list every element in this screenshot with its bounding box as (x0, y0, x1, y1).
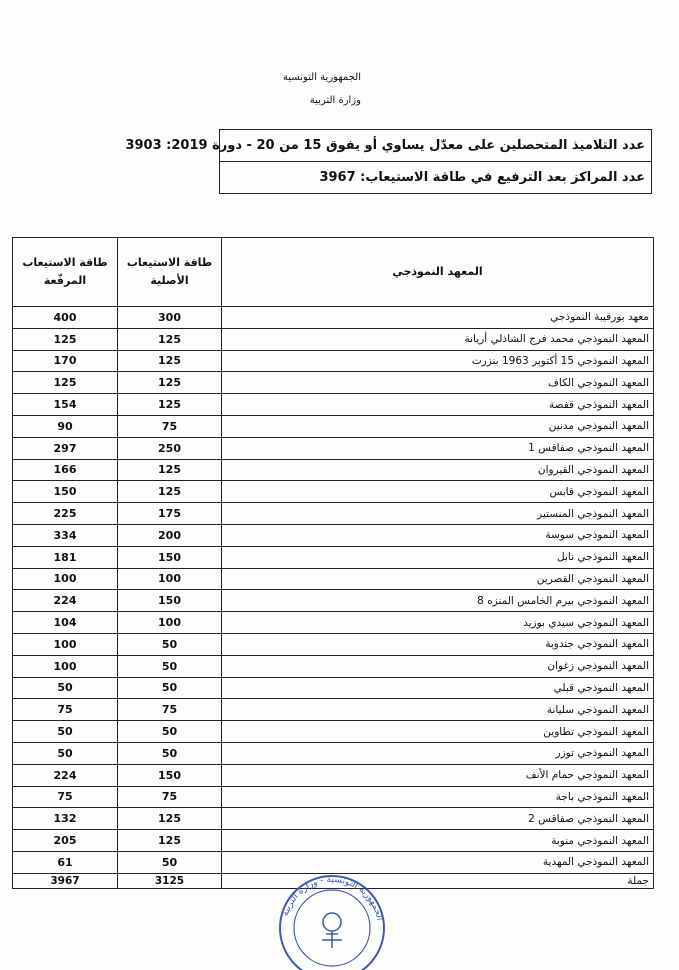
header-ministry: وزارة التربية (309, 95, 361, 106)
table-row (13, 459, 654, 481)
raised-capacity: 125 (13, 328, 118, 350)
raised-capacity: 400 (13, 307, 118, 329)
table-row (13, 786, 654, 808)
institute-name: المعهد النموذجي 15 أكتوبر 1963 بنزرت (222, 350, 654, 372)
total-raised: 3967 (13, 873, 118, 888)
raised-capacity: 75 (13, 786, 118, 808)
institute-name: المعهد النموذجي محمد فرج الشاذلي أريانة (222, 328, 654, 350)
institute-name: المعهد النموذجي زغوان (222, 655, 654, 677)
summary-places-count: عدد المراكز بعد الترفيع في طاقة الاستيعاب: 3967 (220, 161, 651, 193)
capacity-table (12, 237, 654, 889)
original-capacity: 50 (118, 851, 222, 873)
original-capacity: 250 (118, 437, 222, 459)
institute-name: المعهد النموذجي توزر (222, 742, 654, 764)
institute-name: المعهد النموذجي قابس (222, 481, 654, 503)
institute-name: المعهد النموذجي المهدية (222, 851, 654, 873)
table-row (13, 721, 654, 743)
total-original: 3125 (118, 873, 222, 888)
raised-capacity: 75 (13, 699, 118, 721)
institute-name: المعهد النموذجي المنستير (222, 503, 654, 525)
table-row (13, 633, 654, 655)
institute-name: المعهد النموذجي حمام الأنف (222, 764, 654, 786)
original-capacity: 125 (118, 350, 222, 372)
table-row (13, 524, 654, 546)
total-label: جملة (222, 873, 654, 888)
original-capacity: 75 (118, 415, 222, 437)
raised-capacity: 334 (13, 524, 118, 546)
ministry-seal (272, 870, 392, 970)
raised-capacity: 297 (13, 437, 118, 459)
table-row (13, 394, 654, 416)
header-raised-capacity: طاقة الاستيعاب المرفّعة (13, 238, 118, 307)
original-capacity: 50 (118, 742, 222, 764)
institute-name: المعهد النموذجي سوسة (222, 524, 654, 546)
table-row (13, 546, 654, 568)
summary-box (125, 129, 652, 194)
raised-capacity: 100 (13, 655, 118, 677)
raised-capacity: 90 (13, 415, 118, 437)
raised-capacity: 100 (13, 633, 118, 655)
original-capacity: 175 (118, 503, 222, 525)
table-header-row (13, 238, 654, 307)
raised-capacity: 50 (13, 721, 118, 743)
raised-capacity: 104 (13, 612, 118, 634)
original-capacity: 200 (118, 524, 222, 546)
institute-name: المعهد النموذجي سليانة (222, 699, 654, 721)
original-capacity: 75 (118, 699, 222, 721)
table-row (13, 437, 654, 459)
institute-name: المعهد النموذجي تطاوين (222, 721, 654, 743)
original-capacity: 150 (118, 590, 222, 612)
original-capacity: 125 (118, 830, 222, 852)
original-capacity: 125 (118, 459, 222, 481)
raised-capacity: 224 (13, 590, 118, 612)
svg-text:الجمهورية التونسية - وزارة الت: الجمهورية التونسية - وزارة التربية (280, 874, 385, 922)
raised-capacity: 170 (13, 350, 118, 372)
institute-name: المعهد النموذجي جندوبة (222, 633, 654, 655)
raised-capacity: 181 (13, 546, 118, 568)
original-capacity: 100 (118, 568, 222, 590)
table-row (13, 503, 654, 525)
raised-capacity: 205 (13, 830, 118, 852)
institute-name: المعهد النموذجي صفاقس 2 (222, 808, 654, 830)
institute-name: المعهد النموذجي قبلي (222, 677, 654, 699)
table-row (13, 415, 654, 437)
table-row (13, 612, 654, 634)
table-row (13, 699, 654, 721)
table-row (13, 764, 654, 786)
raised-capacity: 224 (13, 764, 118, 786)
original-capacity: 300 (118, 307, 222, 329)
original-capacity: 75 (118, 786, 222, 808)
table-row (13, 328, 654, 350)
raised-capacity: 50 (13, 742, 118, 764)
summary-students-count: عدد التلاميذ المتحصلين على معدّل يساوي أو يفوق 15 من 20 - دورة 2019: 3903 (125, 138, 645, 153)
institute-name: المعهد النموذجي باجة (222, 786, 654, 808)
raised-capacity: 225 (13, 503, 118, 525)
table-row (13, 808, 654, 830)
original-capacity: 50 (118, 655, 222, 677)
original-capacity: 125 (118, 372, 222, 394)
table-row (13, 677, 654, 699)
table-row (13, 830, 654, 852)
raised-capacity: 100 (13, 568, 118, 590)
raised-capacity: 50 (13, 677, 118, 699)
institute-name: المعهد النموذجي منوبة (222, 830, 654, 852)
institute-name: المعهد النموذجي صفاقس 1 (222, 437, 654, 459)
institute-name: المعهد النموذجي نابل (222, 546, 654, 568)
raised-capacity: 166 (13, 459, 118, 481)
original-capacity: 150 (118, 764, 222, 786)
original-capacity: 125 (118, 808, 222, 830)
institute-name: المعهد النموذجي سيدي بوزيد (222, 612, 654, 634)
institute-name: المعهد النموذجي قفصة (222, 394, 654, 416)
original-capacity: 150 (118, 546, 222, 568)
original-capacity: 50 (118, 677, 222, 699)
table-row (13, 350, 654, 372)
header-republic: الجمهورية التونسية (282, 72, 361, 83)
original-capacity: 125 (118, 328, 222, 350)
raised-capacity: 125 (13, 372, 118, 394)
raised-capacity: 61 (13, 851, 118, 873)
header-institute: المعهد النموذجي (222, 238, 654, 307)
institute-name: المعهد النموذجي بيرم الخامس المنزه 8 (222, 590, 654, 612)
original-capacity: 50 (118, 721, 222, 743)
table-row (13, 568, 654, 590)
header-original-capacity: طاقة الاستيعاب الأصلية (118, 238, 222, 307)
institute-name: المعهد النموذجي الكاف (222, 372, 654, 394)
table-row (13, 742, 654, 764)
original-capacity: 50 (118, 633, 222, 655)
table-row (13, 372, 654, 394)
institute-name: معهد بورقيبة النموذجي (222, 307, 654, 329)
table-row (13, 307, 654, 329)
table-row (13, 481, 654, 503)
original-capacity: 125 (118, 481, 222, 503)
table-row (13, 590, 654, 612)
institute-name: المعهد النموذجي القصرين (222, 568, 654, 590)
institute-name: المعهد النموذجي القيروان (222, 459, 654, 481)
raised-capacity: 154 (13, 394, 118, 416)
raised-capacity: 132 (13, 808, 118, 830)
institute-name: المعهد النموذجي مدنين (222, 415, 654, 437)
original-capacity: 125 (118, 394, 222, 416)
raised-capacity: 150 (13, 481, 118, 503)
original-capacity: 100 (118, 612, 222, 634)
table-row (13, 655, 654, 677)
